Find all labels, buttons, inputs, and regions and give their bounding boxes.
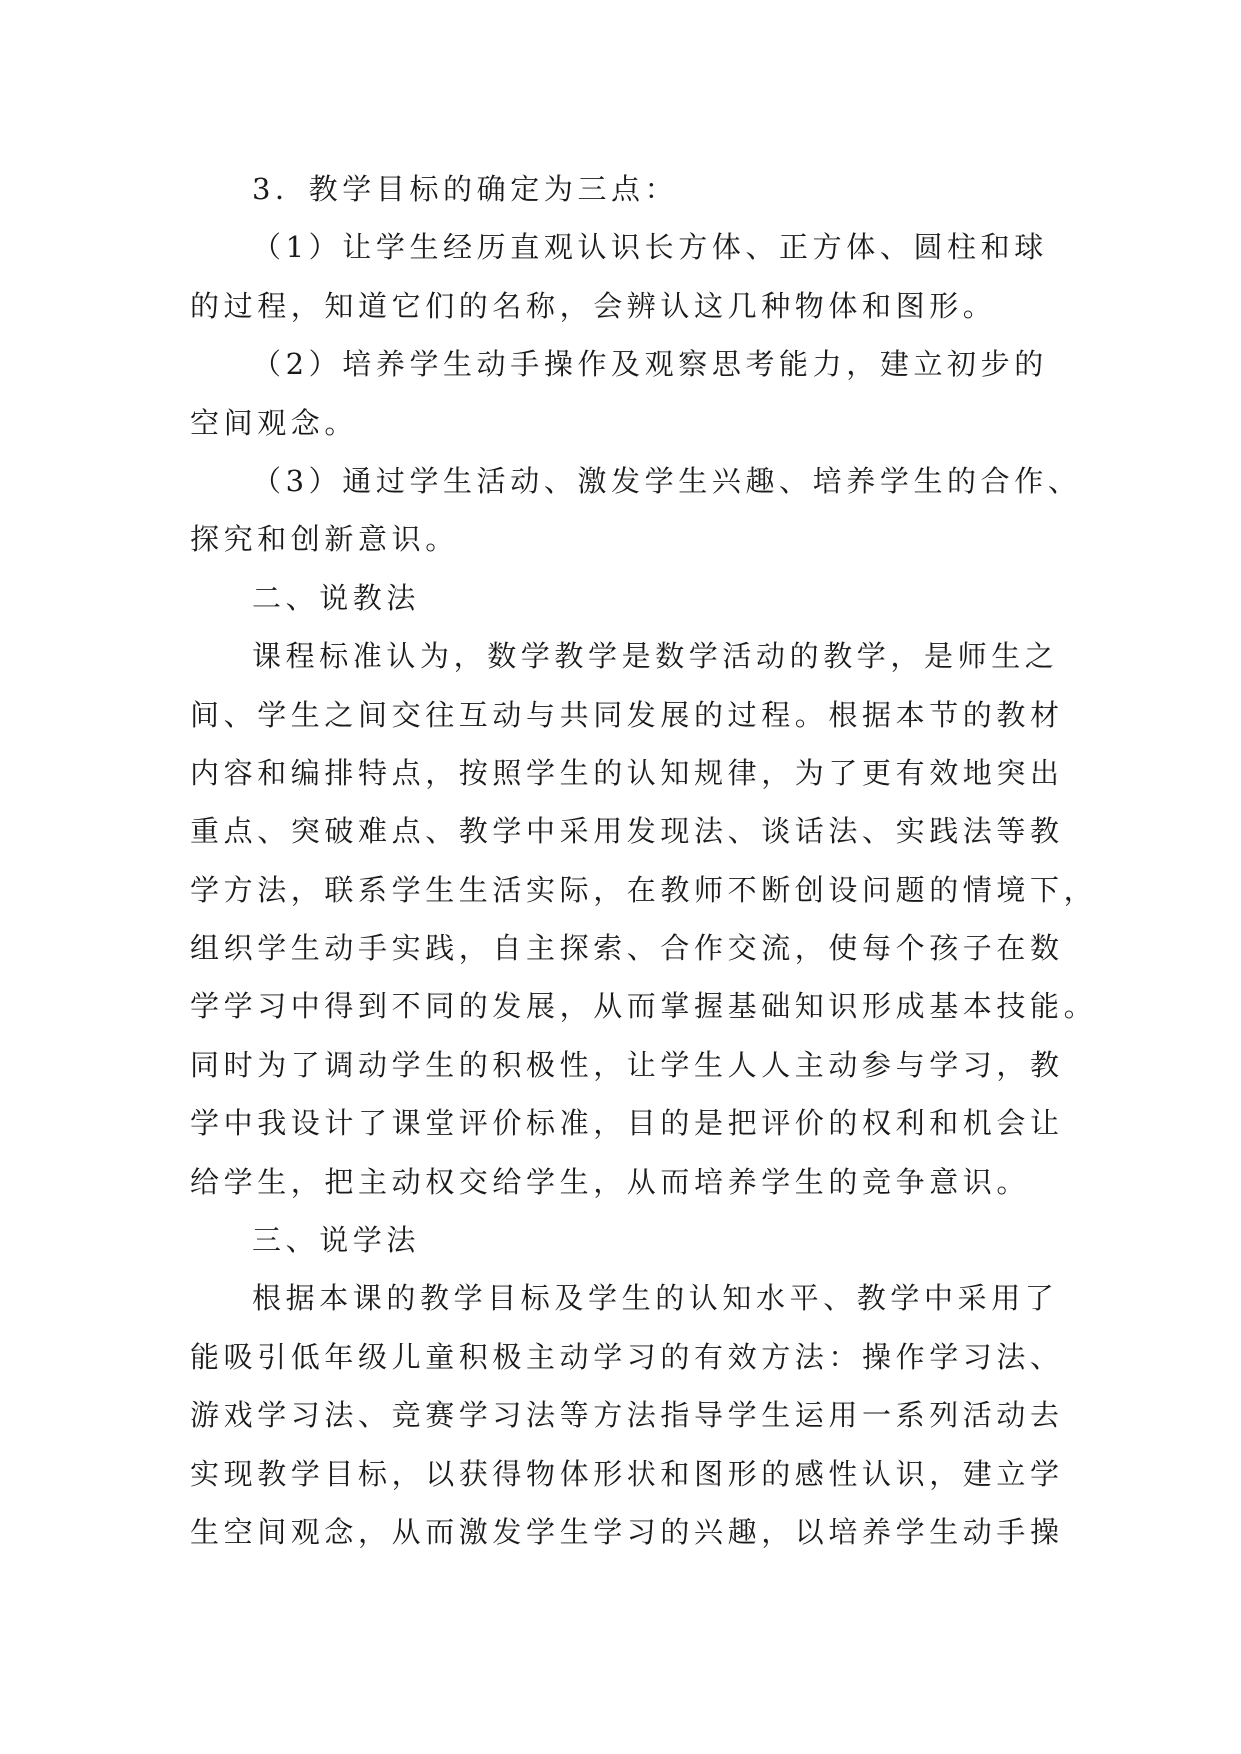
teaching-method-line-6: 组织学生动手实践，自主探索、合作交流，使每个孩子在数 xyxy=(190,931,1064,966)
teaching-method-line-2: 间、学生之间交往互动与共同发展的过程。根据本节的教材 xyxy=(190,697,1064,732)
teaching-method-line-4: 重点、突破难点、教学中采用发现法、谈话法、实践法等教 xyxy=(190,814,1064,849)
objective-2-line-2: 空间观念。 xyxy=(190,405,359,440)
learning-method-line-4: 实现教学目标，以获得物体形状和图形的感性认识，建立学 xyxy=(190,1456,1064,1491)
teaching-method-line-8: 同时为了调动学生的积极性，让学生人人主动参与学习，教 xyxy=(190,1047,1064,1082)
objective-2-line-1: （2）培养学生动手操作及观察思考能力，建立初步的 xyxy=(252,347,1048,382)
teaching-method-line-9: 学中我设计了课堂评价标准，目的是把评价的权利和机会让 xyxy=(190,1106,1064,1141)
teaching-method-line-1: 课程标准认为，数学教学是数学活动的教学，是师生之 xyxy=(252,639,1059,674)
section-heading-learning-method: 三、说学法 xyxy=(252,1223,421,1258)
document-body xyxy=(190,160,1098,1561)
learning-method-line-5: 生空间观念，从而激发学生学习的兴趣，以培养学生动手操 xyxy=(190,1514,1064,1549)
objective-1-line-2: 的过程，知道它们的名称，会辨认这几种物体和图形。 xyxy=(190,288,997,323)
objective-1-line-1: （1）让学生经历直观认识长方体、正方体、圆柱和球 xyxy=(252,230,1048,265)
learning-method-line-3: 游戏学习法、竞赛学习法等方法指导学生运用一系列活动去 xyxy=(190,1398,1064,1433)
teaching-method-line-5: 学方法，联系学生生活实际，在教师不断创设问题的情境下， xyxy=(190,872,1098,907)
learning-method-line-2: 能吸引低年级儿童积极主动学习的有效方法：操作学习法、 xyxy=(190,1339,1064,1374)
objectives-heading: 3．教学目标的确定为三点： xyxy=(252,172,679,206)
learning-method-line-1: 根据本课的教学目标及学生的认知水平、教学中采用了 xyxy=(252,1281,1059,1316)
teaching-method-line-7: 学学习中得到不同的发展，从而掌握基础知识形成基本技能。 xyxy=(190,989,1098,1024)
objective-3-line-1: （3）通过学生活动、激发学生兴趣、培养学生的合作、 xyxy=(252,463,1082,498)
section-heading-teaching-method: 二、说教法 xyxy=(252,580,421,615)
teaching-method-line-3: 内容和编排特点，按照学生的认知规律，为了更有效地突出 xyxy=(190,755,1064,790)
teaching-method-line-10: 给学生，把主动权交给学生，从而培养学生的竞争意识。 xyxy=(190,1164,1031,1199)
objective-3-line-2: 探究和创新意识。 xyxy=(190,522,459,557)
